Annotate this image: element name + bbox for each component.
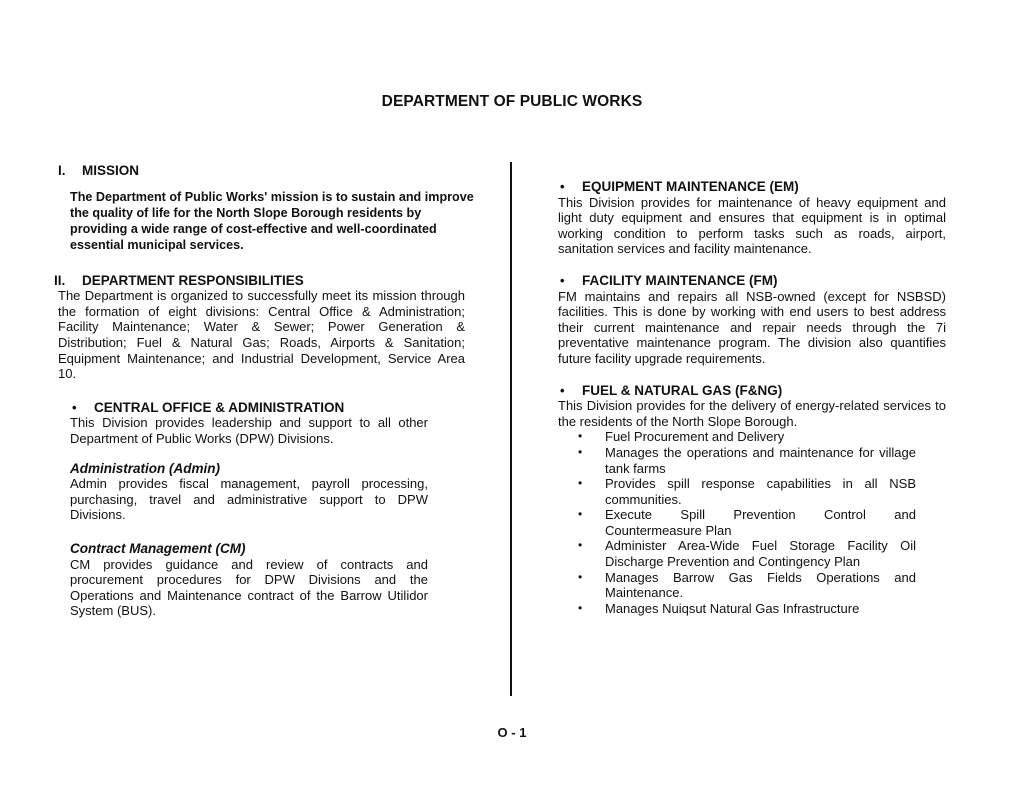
right-column xyxy=(558,179,946,616)
page-title: DEPARTMENT OF PUBLIC WORKS xyxy=(381,93,643,110)
bullet-icon: • xyxy=(560,382,565,398)
responsibilities-text: The Department is organized to successfully meet its mission through the formation of eight divisions: Central Office & Administration; Facility Maintenance; Water & Sewer; Power Generation & Distribution; Fuel & Natural Gas; Roads, Airports & Sanitation; Equipment Maintenance; and Industrial Development, Service Area 10. xyxy=(58,288,465,382)
list-item: • Administer Area-Wide Fuel Storage Facility Oil Discharge Prevention and Contingency Plan xyxy=(578,538,916,570)
bullet-icon: • xyxy=(578,569,583,584)
bullet-icon: • xyxy=(578,600,583,615)
bullet-icon: • xyxy=(560,179,565,194)
responsibilities-heading-text: DEPARTMENT RESPONSIBILITIES xyxy=(82,272,304,288)
equipment-maintenance-heading-text: EQUIPMENT MAINTENANCE (EM) xyxy=(582,179,799,194)
facility-maintenance-heading-text: FACILITY MAINTENANCE (FM) xyxy=(582,272,778,288)
responsibilities-section-number: II. xyxy=(54,272,66,288)
central-office-heading-text: CENTRAL OFFICE & ADMINISTRATION xyxy=(94,399,345,415)
bullet-icon: • xyxy=(560,272,565,288)
bullet-icon: • xyxy=(578,429,583,444)
fuel-natural-gas-heading xyxy=(558,383,946,399)
administration-heading: Administration (Admin) xyxy=(70,460,220,476)
list-item: • Manages Barrow Gas Fields Operations and Maintenance. xyxy=(578,569,916,601)
list-item: • Manages the operations and maintenance for village tank farms xyxy=(578,444,916,476)
equipment-maintenance-heading xyxy=(558,179,946,195)
page-number: O - 1 xyxy=(497,725,527,740)
list-item: • Provides spill response capabilities in all NSB communities. xyxy=(578,476,916,507)
column-divider xyxy=(510,162,512,696)
bullet-icon: • xyxy=(72,399,77,415)
fuel-natural-gas-text: This Division provides for the delivery of energy-related services to the residents of the North Slope Borough. xyxy=(558,398,946,429)
mission-statement: The Department of Public Works' mission is to sustain and improve the quality of life for the North Slope Borough residents by providing a wide range of cost-effective and well-coordinated essential municipal services. xyxy=(70,189,474,252)
contract-management-text: CM provides guidance and review of contracts and procurement procedures for DPW Divisions and the Operations and Maintenance contract of the Barrow Utilidor System (BUS). xyxy=(70,556,428,619)
fuel-natural-gas-list xyxy=(558,429,916,616)
list-item: • Manages Nuiqsut Natural Gas Infrastructure xyxy=(578,600,860,616)
bullet-icon: • xyxy=(578,507,583,522)
equipment-maintenance-text: This Division provides for maintenance of heavy equipment and light duty equipment and ensures that equipment is in optimal working condition to perform tasks such as roads, airport, sanitation services and facility maintenance. xyxy=(558,194,946,257)
bullet-icon: • xyxy=(578,476,583,491)
facility-maintenance-text: FM maintains and repairs all NSB-owned (except for NSBSD) facilities. This is done by working with end users to best address their current maintenance and repair needs through the 7i preventative maintenance program. The division also quantifies future facility upgrade requirements. xyxy=(558,288,946,366)
mission-heading xyxy=(58,163,488,179)
left-column xyxy=(54,163,488,619)
facility-maintenance-heading xyxy=(558,273,946,289)
bullet-icon: • xyxy=(578,444,583,459)
central-office-heading xyxy=(70,400,488,416)
mission-heading-text: MISSION xyxy=(82,163,140,178)
central-office-text: This Division provides leadership and support to all other Department of Public Works (DPW) Divisions. xyxy=(70,415,428,446)
list-item: • Fuel Procurement and Delivery xyxy=(578,429,785,445)
responsibilities-heading xyxy=(54,273,488,289)
fuel-natural-gas-heading-text: FUEL & NATURAL GAS (F&NG) xyxy=(582,382,783,398)
list-item: • Execute Spill Prevention Control and Countermeasure Plan xyxy=(578,507,916,538)
bullet-icon: • xyxy=(578,538,583,553)
contract-management-heading: Contract Management (CM) xyxy=(70,540,246,556)
administration-text: Admin provides fiscal management, payroll processing, purchasing, travel and administrative support to DPW Divisions. xyxy=(70,476,428,523)
mission-section-number: I. xyxy=(58,163,66,178)
